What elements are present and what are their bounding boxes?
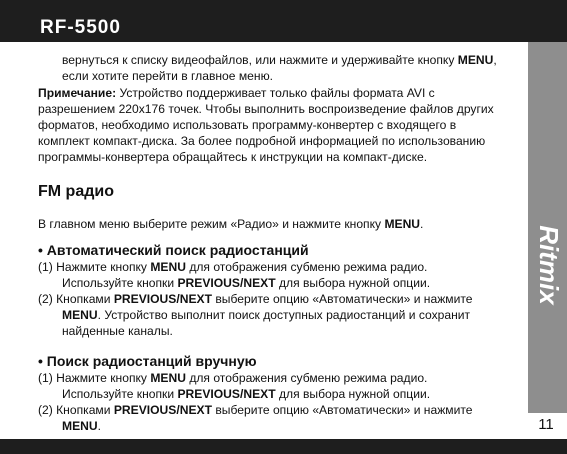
- note-paragraph: [38, 85, 524, 165]
- button-name: PREVIOUS/NEXT: [113, 292, 212, 306]
- auto-step-1-cont: [38, 275, 524, 291]
- page-number-box: [528, 412, 567, 440]
- model-title: RF-5500: [40, 17, 121, 38]
- text: Используйте кнопки: [62, 276, 178, 290]
- text: Устройство поддерживает только файлы формата AVI с: [116, 86, 435, 100]
- brand-sidebar: [528, 42, 567, 412]
- brand-logo: Ritmix: [534, 225, 564, 305]
- text: Кнопками: [52, 403, 114, 417]
- text: для выбора нужной опции.: [275, 276, 431, 290]
- auto-step-2: [38, 291, 524, 307]
- text: для отображения субменю режима радио.: [185, 260, 428, 274]
- text: Нажмите кнопку: [52, 371, 151, 385]
- step-number: (2): [38, 403, 53, 417]
- header-bar: [0, 0, 567, 42]
- text: программы-конвертера обращайтесь к инструкции на компакт-диске.: [38, 150, 428, 164]
- text: выберите опцию «Автоматически» и нажмите: [211, 292, 473, 306]
- button-name: PREVIOUS/NEXT: [177, 276, 276, 290]
- auto-step-2-cont2: [38, 323, 524, 339]
- text: если хотите перейти в главное меню.: [62, 69, 274, 83]
- text: В главном меню выберите режим «Радио» и нажмите кнопку: [38, 217, 385, 231]
- text: разрешением 220x176 точек. Чтобы выполнить воспроизведение файлов других: [38, 102, 494, 116]
- fm-radio-heading: FM радио: [38, 183, 114, 200]
- auto-step-2-cont: [38, 307, 524, 323]
- auto-search-heading: • Автоматический поиск радиостанций: [38, 242, 309, 258]
- note-label: Примечание:: [38, 86, 117, 100]
- button-name: MENU: [150, 371, 186, 385]
- step-number: (1): [38, 260, 53, 274]
- button-name: MENU: [150, 260, 186, 274]
- text: . Устройство выполнит поиск доступных радиостанций и сохранит: [97, 308, 471, 322]
- button-name: MENU: [62, 419, 98, 433]
- text: ,: [493, 53, 497, 67]
- button-name: PREVIOUS/NEXT: [113, 403, 212, 417]
- manual-step-1: [38, 370, 524, 386]
- intro-paragraph: [38, 216, 524, 232]
- page-content: [38, 52, 524, 434]
- manual-step-1-cont: [38, 386, 524, 402]
- button-name: MENU: [384, 217, 421, 231]
- continued-paragraph: [38, 52, 524, 84]
- footer-bar: [0, 439, 567, 454]
- text: форматов, необходимо использовать программу-конвертер с входящего в: [38, 118, 457, 132]
- text: найденные каналы.: [62, 324, 173, 338]
- auto-step-1: [38, 259, 524, 275]
- button-name: MENU: [457, 53, 494, 67]
- step-number: (1): [38, 371, 53, 385]
- text: .: [420, 217, 424, 231]
- manual-step-2-cont: [38, 418, 524, 434]
- text: комплект компакт-диска. За более подробной информацией по использованию: [38, 134, 486, 148]
- text: для выбора нужной опции.: [275, 387, 431, 401]
- page-number: 11: [538, 416, 554, 433]
- text: .: [97, 419, 101, 433]
- button-name: MENU: [62, 308, 98, 322]
- text: вернуться к списку видеофайлов, или нажмите и удерживайте кнопку: [62, 53, 458, 67]
- text: Используйте кнопки: [62, 387, 178, 401]
- text: Кнопками: [52, 292, 114, 306]
- button-name: PREVIOUS/NEXT: [177, 387, 276, 401]
- text: для отображения субменю режима радио.: [185, 371, 428, 385]
- text: Нажмите кнопку: [52, 260, 151, 274]
- manual-search-heading: • Поиск радиостанций вручную: [38, 353, 257, 369]
- manual-step-2: [38, 402, 524, 418]
- step-number: (2): [38, 292, 53, 306]
- text: выберите опцию «Автоматически» и нажмите: [211, 403, 473, 417]
